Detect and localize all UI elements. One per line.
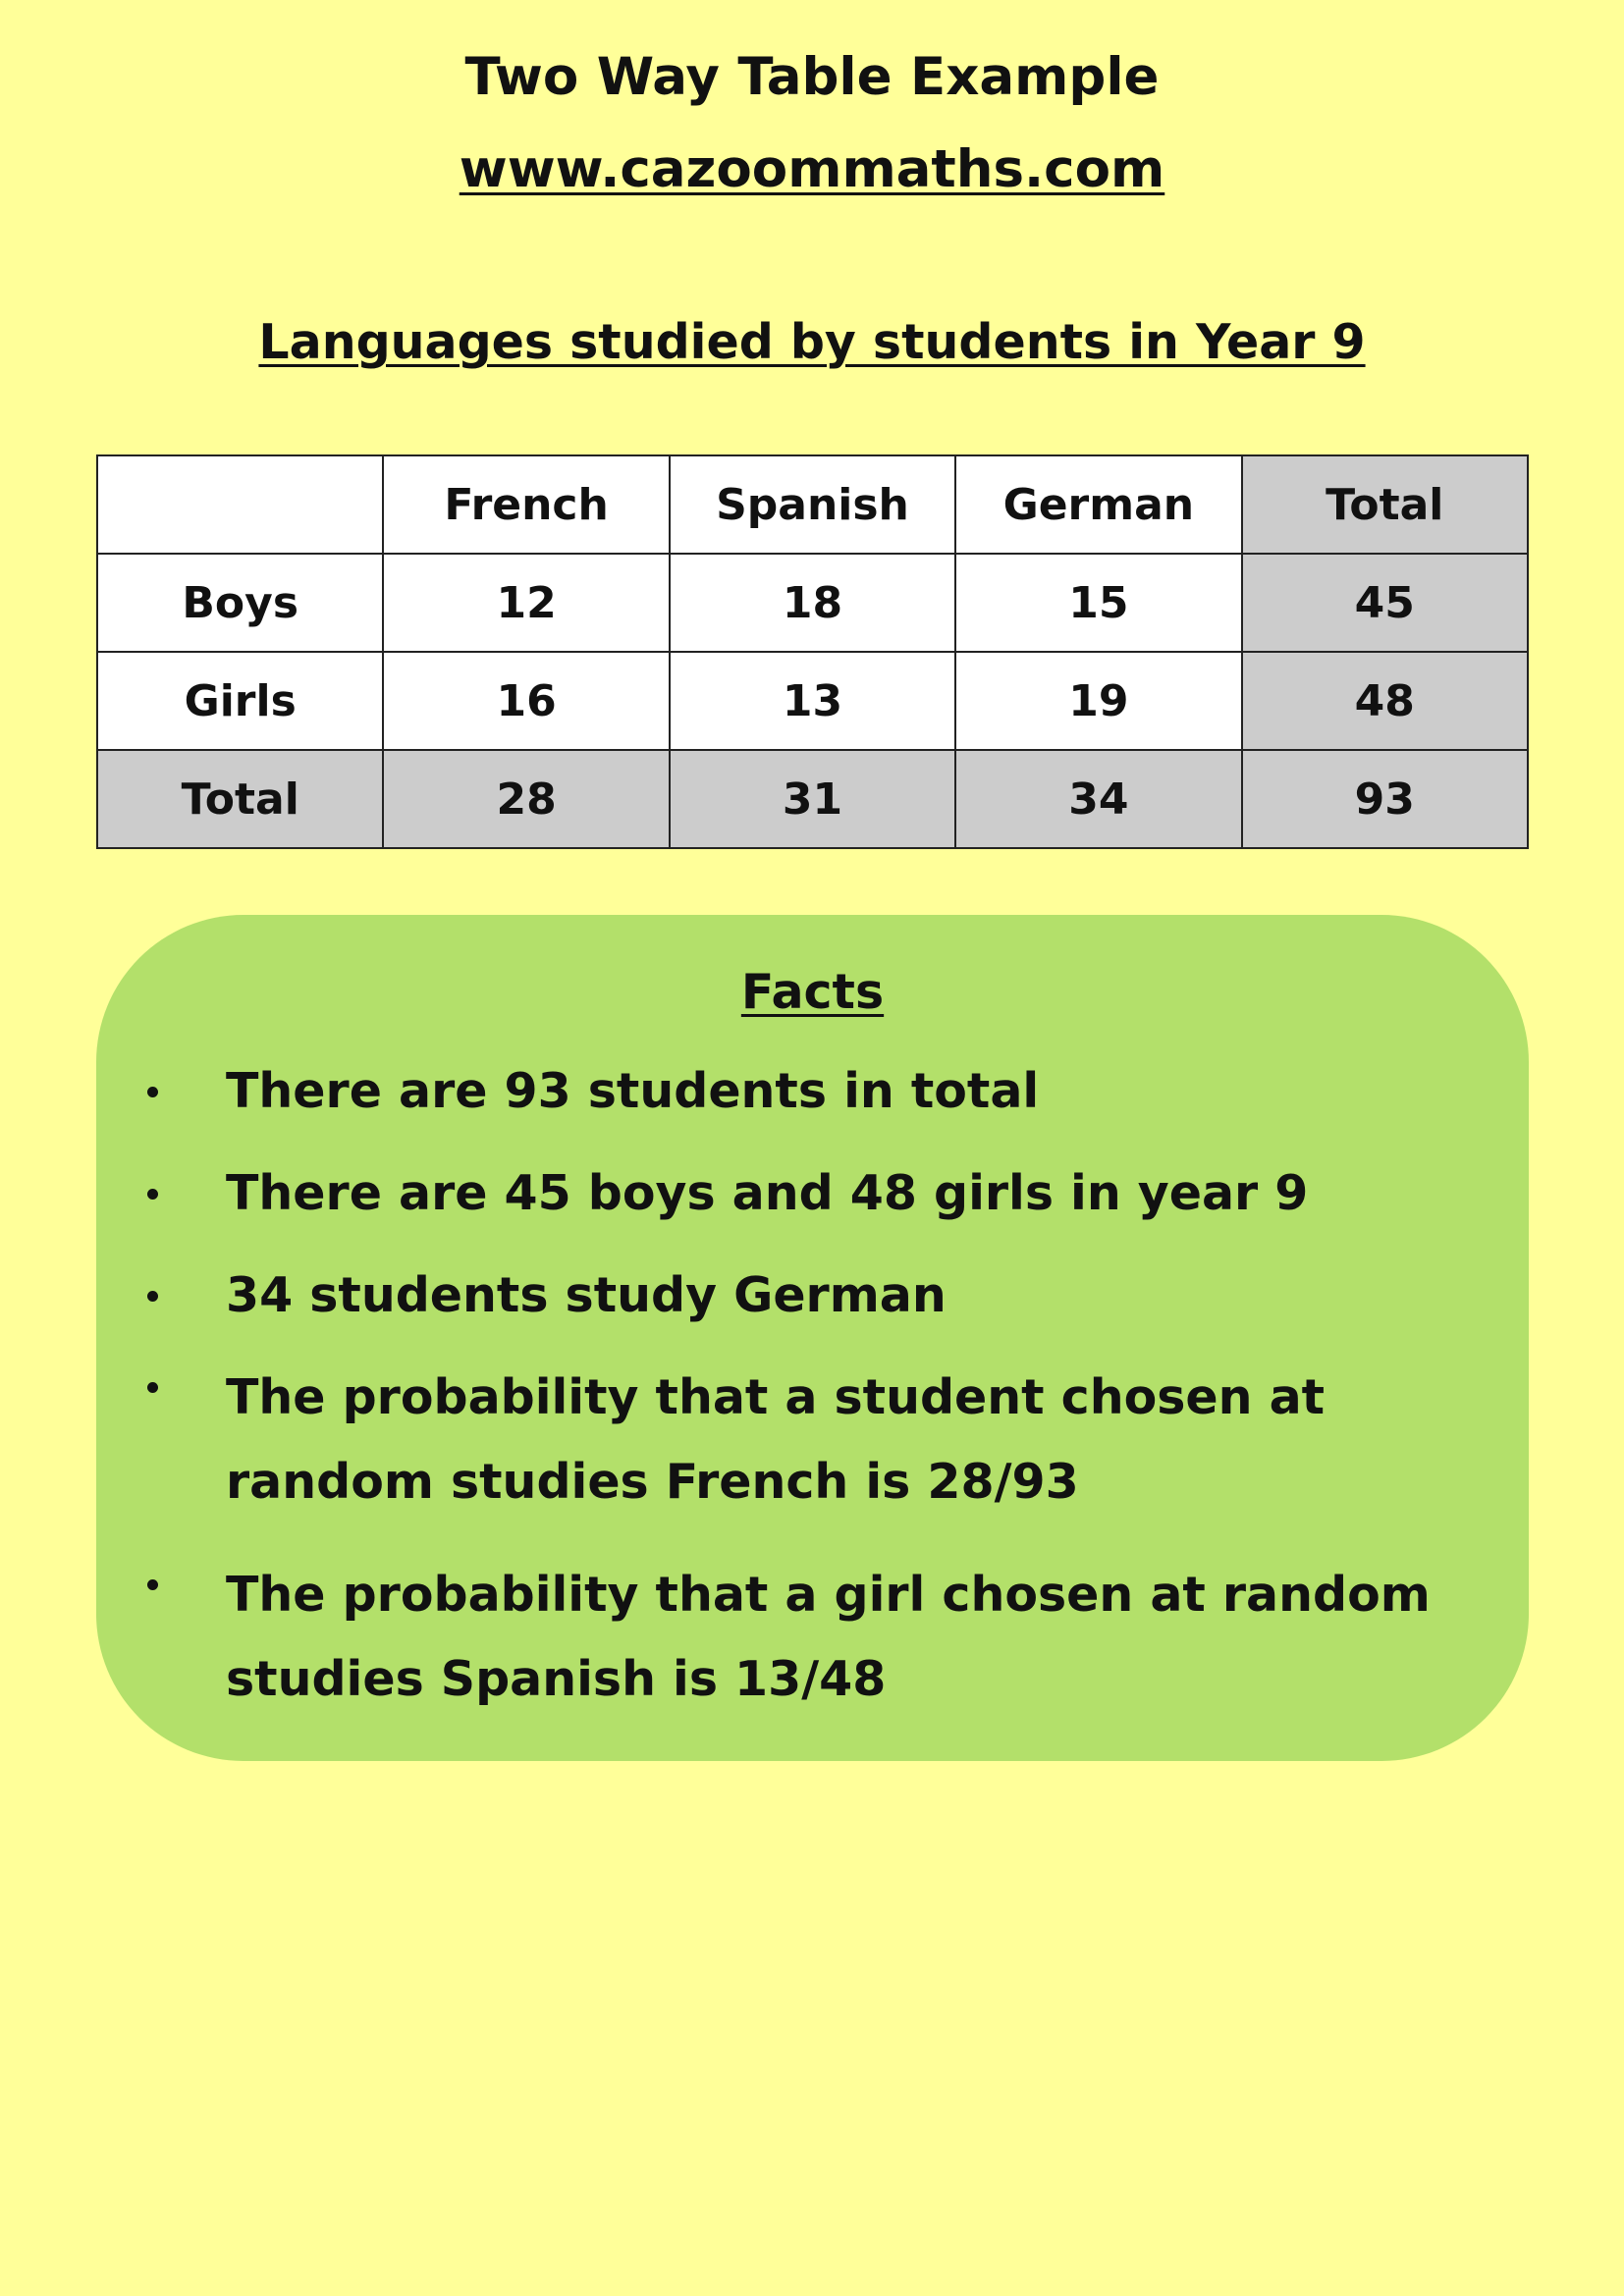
- list-item: [96, 1060, 1529, 1123]
- row-label-boys: Boys: [97, 554, 383, 652]
- column-header-spanish: Spanish: [670, 455, 955, 554]
- bullet-icon: [147, 1579, 158, 1590]
- total-cell: 31: [670, 750, 955, 848]
- grand-total-cell: 93: [1242, 750, 1528, 848]
- table-cell: 18: [670, 554, 955, 652]
- column-header-french: French: [383, 455, 669, 554]
- table-cell: 16: [383, 652, 669, 750]
- facts-title: Facts: [740, 964, 885, 1020]
- total-cell: 28: [383, 750, 669, 848]
- total-cell: 45: [1242, 554, 1528, 652]
- table-row-girls: [97, 652, 1528, 750]
- table-header-row: [97, 455, 1528, 554]
- bullet-icon: [147, 1291, 158, 1302]
- total-cell: 34: [955, 750, 1241, 848]
- fact-text: There are 93 students in total: [226, 1063, 1040, 1119]
- fact-text: 34 students study German: [226, 1267, 947, 1323]
- total-cell: 48: [1242, 652, 1528, 750]
- table-cell: 12: [383, 554, 669, 652]
- column-header-german: German: [955, 455, 1241, 554]
- fact-text: The probability that a girl chosen at random studies Spanish is 13/48: [226, 1567, 1431, 1707]
- two-way-table: [96, 454, 1529, 849]
- row-label-girls: Girls: [97, 652, 383, 750]
- list-item: [96, 1553, 1529, 1722]
- table-cell: 13: [670, 652, 955, 750]
- page-title: Two Way Table Example: [464, 47, 1160, 107]
- bullet-icon: [147, 1382, 158, 1393]
- table-cell: 15: [955, 554, 1241, 652]
- column-header-total: Total: [1242, 455, 1528, 554]
- list-item: [96, 1264, 1529, 1327]
- table-row-total: [97, 750, 1528, 848]
- bullet-icon: [147, 1189, 158, 1200]
- fact-text: There are 45 boys and 48 girls in year 9: [226, 1165, 1309, 1221]
- bullet-icon: [147, 1087, 158, 1097]
- website-link[interactable]: www.cazoommaths.com: [459, 139, 1165, 199]
- list-item: [96, 1356, 1529, 1524]
- corner-cell: [97, 455, 383, 554]
- list-item: [96, 1162, 1529, 1225]
- facts-list: [96, 1060, 1529, 1761]
- table-row-boys: [97, 554, 1528, 652]
- facts-panel: [96, 915, 1529, 1761]
- fact-text: The probability that a student chosen at random studies French is 28/93: [226, 1369, 1326, 1510]
- row-label-total: Total: [97, 750, 383, 848]
- table-cell: 19: [955, 652, 1241, 750]
- table-heading: Languages studied by students in Year 9: [258, 314, 1366, 370]
